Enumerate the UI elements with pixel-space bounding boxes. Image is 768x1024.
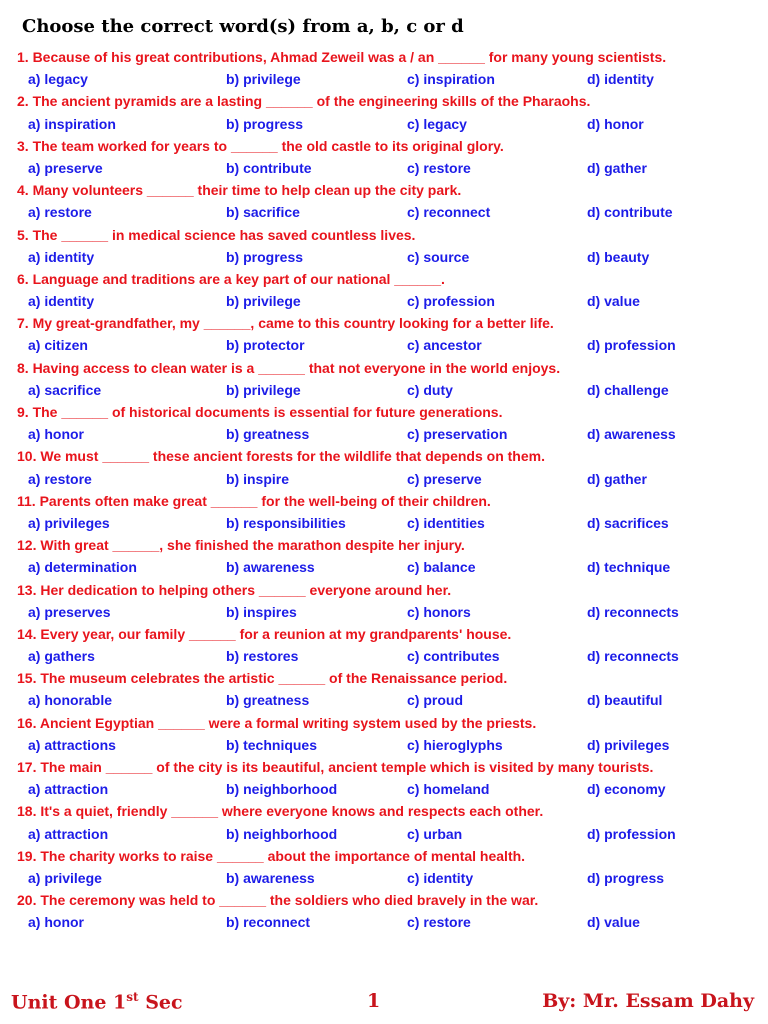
option-8-b: b) privilege bbox=[226, 381, 301, 398]
question-17: 17. The main ______ of the city is its beautiful, ancient temple which is visited by many tourists. bbox=[17, 759, 654, 775]
options-row-13 bbox=[0, 601, 768, 623]
unit-suffix: Sec bbox=[138, 991, 183, 1014]
option-3-d: d) gather bbox=[587, 159, 647, 176]
question-10: 10. We must ______ these ancient forests for the wildlife that depends on them. bbox=[17, 448, 545, 465]
option-17-b: b) neighborhood bbox=[226, 781, 338, 798]
options-row-1 bbox=[0, 68, 768, 90]
option-16-a: a) attractions bbox=[28, 736, 116, 753]
question-13: 13. Her dedication to helping others ______ everyone around her. bbox=[17, 581, 452, 598]
options-row-14 bbox=[0, 645, 768, 667]
question-8: 8. Having access to clean water is a ______ that not everyone in the world enjoys. bbox=[17, 359, 561, 376]
option-20-a: a) honor bbox=[28, 914, 84, 931]
option-13-b: b) inspires bbox=[226, 603, 297, 620]
unit-prefix: Unit One 1 bbox=[11, 991, 127, 1014]
unit-label bbox=[11, 990, 183, 1013]
options-row-18 bbox=[0, 823, 768, 845]
option-14-b: b) restores bbox=[226, 648, 299, 665]
option-10-a: a) restore bbox=[28, 470, 92, 487]
option-9-c: c) preservation bbox=[407, 426, 508, 443]
option-14-a: a) gathers bbox=[28, 648, 95, 665]
question-19: 19. The charity works to raise ______ about the importance of mental health. bbox=[17, 847, 526, 864]
options-row-15 bbox=[0, 689, 768, 711]
question-20: 20. The ceremony was held to ______ the soldiers who died bravely in the war. bbox=[17, 892, 539, 909]
option-13-d: d) reconnects bbox=[587, 603, 679, 620]
option-4-b: b) sacrifice bbox=[226, 204, 300, 221]
option-2-a: a) inspiration bbox=[28, 115, 116, 132]
option-17-d: d) economy bbox=[587, 781, 666, 798]
question-11: 11. Parents often make great ______ for the well-being of their children. bbox=[17, 492, 491, 509]
options-row-11 bbox=[0, 512, 768, 534]
question-7: 7. My great-grandfather, my ______, came to this country looking for a better life. bbox=[17, 315, 554, 332]
option-19-c: c) identity bbox=[407, 869, 474, 886]
options-row-3 bbox=[0, 157, 768, 179]
option-7-c: c) ancestor bbox=[407, 337, 482, 354]
option-18-b: b) neighborhood bbox=[226, 825, 338, 842]
option-6-b: b) privilege bbox=[226, 293, 301, 310]
author-credit: By: Mr. Essam Dahy bbox=[542, 990, 754, 1012]
option-9-a: a) honor bbox=[28, 426, 84, 443]
question-18: 18. It's a quiet, friendly ______ where everyone knows and respects each other. bbox=[17, 803, 544, 820]
options-row-17 bbox=[0, 778, 768, 800]
page-number: 1 bbox=[367, 990, 381, 1012]
question-12: 12. With great ______, she finished the marathon despite her injury. bbox=[17, 537, 465, 554]
unit-sup: st bbox=[126, 990, 139, 1004]
option-18-a: a) attraction bbox=[28, 825, 109, 842]
options-row-16 bbox=[0, 734, 768, 756]
option-1-c: c) inspiration bbox=[407, 71, 495, 88]
option-11-d: d) sacrifices bbox=[587, 514, 669, 531]
options-row-19 bbox=[0, 867, 768, 889]
options-row-6 bbox=[0, 290, 768, 312]
option-18-c: c) urban bbox=[407, 825, 463, 842]
option-20-c: c) restore bbox=[407, 914, 471, 931]
question-15: 15. The museum celebrates the artistic ______ of the Renaissance period. bbox=[17, 670, 508, 687]
option-6-a: a) identity bbox=[28, 293, 95, 310]
option-7-d: d) profession bbox=[587, 337, 676, 354]
option-20-b: b) reconnect bbox=[226, 914, 311, 931]
option-15-a: a) honorable bbox=[28, 692, 113, 709]
option-5-c: c) source bbox=[407, 248, 470, 265]
option-19-a: a) privilege bbox=[28, 869, 102, 886]
option-16-c: c) hieroglyphs bbox=[407, 736, 503, 753]
option-5-a: a) identity bbox=[28, 248, 95, 265]
question-3: 3. The team worked for years to ______ the old castle to its original glory. bbox=[17, 137, 504, 154]
question-6: 6. Language and traditions are a key part of our national ______. bbox=[17, 270, 445, 287]
options-row-5 bbox=[0, 246, 768, 268]
option-7-b: b) protector bbox=[226, 337, 305, 354]
question-list bbox=[0, 46, 768, 934]
option-3-c: c) restore bbox=[407, 159, 471, 176]
option-10-c: c) preserve bbox=[407, 470, 482, 487]
option-4-c: c) reconnect bbox=[407, 204, 491, 221]
option-16-b: b) techniques bbox=[226, 736, 318, 753]
option-8-a: a) sacrifice bbox=[28, 381, 102, 398]
option-1-b: b) privilege bbox=[226, 71, 301, 88]
option-11-c: c) identities bbox=[407, 514, 485, 531]
option-5-b: b) progress bbox=[226, 248, 304, 265]
options-row-4 bbox=[0, 201, 768, 223]
options-row-2 bbox=[0, 113, 768, 135]
option-12-b: b) awareness bbox=[226, 559, 315, 576]
option-16-d: d) privileges bbox=[587, 736, 670, 753]
option-15-b: b) greatness bbox=[226, 692, 310, 709]
option-9-b: b) greatness bbox=[226, 426, 310, 443]
option-6-c: c) profession bbox=[407, 293, 495, 310]
page-title: Choose the correct word(s) from a, b, c or d bbox=[22, 16, 464, 37]
option-2-b: b) progress bbox=[226, 115, 304, 132]
option-14-d: d) reconnects bbox=[587, 648, 679, 665]
options-row-8 bbox=[0, 379, 768, 401]
option-19-b: b) awareness bbox=[226, 869, 315, 886]
option-18-d: d) profession bbox=[587, 825, 676, 842]
option-17-c: c) homeland bbox=[407, 781, 490, 798]
option-6-d: d) value bbox=[587, 293, 640, 310]
question-9: 9. The ______ of historical documents is essential for future generations. bbox=[17, 404, 503, 420]
option-1-a: a) legacy bbox=[28, 71, 88, 88]
option-10-d: d) gather bbox=[587, 470, 647, 487]
option-4-d: d) contribute bbox=[587, 204, 673, 221]
option-11-a: a) privileges bbox=[28, 514, 110, 531]
option-1-d: d) identity bbox=[587, 71, 654, 88]
option-13-c: c) honors bbox=[407, 603, 471, 620]
option-7-a: a) citizen bbox=[28, 337, 88, 354]
question-14: 14. Every year, our family ______ for a reunion at my grandparents' house. bbox=[17, 625, 512, 642]
option-8-c: c) duty bbox=[407, 381, 453, 398]
option-4-a: a) restore bbox=[28, 204, 92, 221]
option-15-c: c) proud bbox=[407, 692, 463, 709]
option-3-b: b) contribute bbox=[226, 159, 312, 176]
option-10-b: b) inspire bbox=[226, 470, 290, 487]
question-16: 16. Ancient Egyptian ______ were a formal writing system used by the priests. bbox=[17, 714, 537, 731]
option-12-a: a) determination bbox=[28, 559, 137, 576]
option-19-d: d) progress bbox=[587, 869, 665, 886]
option-17-a: a) attraction bbox=[28, 781, 109, 798]
option-11-b: b) responsibilities bbox=[226, 514, 346, 531]
question-5: 5. The ______ in medical science has saved countless lives. bbox=[17, 226, 416, 243]
options-row-20 bbox=[0, 911, 768, 933]
options-row-7 bbox=[0, 334, 768, 356]
option-2-c: c) legacy bbox=[407, 115, 467, 132]
option-13-a: a) preserves bbox=[28, 603, 111, 620]
option-9-d: d) awareness bbox=[587, 426, 676, 443]
option-20-d: d) value bbox=[587, 914, 640, 931]
options-row-12 bbox=[0, 556, 768, 578]
question-4: 4. Many volunteers ______ their time to help clean up the city park. bbox=[17, 182, 462, 199]
page-footer bbox=[0, 990, 768, 1020]
option-15-d: d) beautiful bbox=[587, 692, 663, 709]
question-1: 1. Because of his great contributions, Ahmad Zeweil was a / an ______ for many young scientists. bbox=[17, 49, 667, 65]
option-5-d: d) beauty bbox=[587, 248, 650, 265]
option-14-c: c) contributes bbox=[407, 648, 500, 665]
options-row-10 bbox=[0, 468, 768, 490]
option-12-d: d) technique bbox=[587, 559, 671, 576]
question-2: 2. The ancient pyramids are a lasting ______ of the engineering skills of the Pharaohs. bbox=[17, 93, 591, 110]
option-8-d: d) challenge bbox=[587, 381, 669, 398]
options-row-9 bbox=[0, 423, 768, 445]
option-2-d: d) honor bbox=[587, 115, 644, 132]
option-12-c: c) balance bbox=[407, 559, 476, 576]
option-3-a: a) preserve bbox=[28, 159, 103, 176]
